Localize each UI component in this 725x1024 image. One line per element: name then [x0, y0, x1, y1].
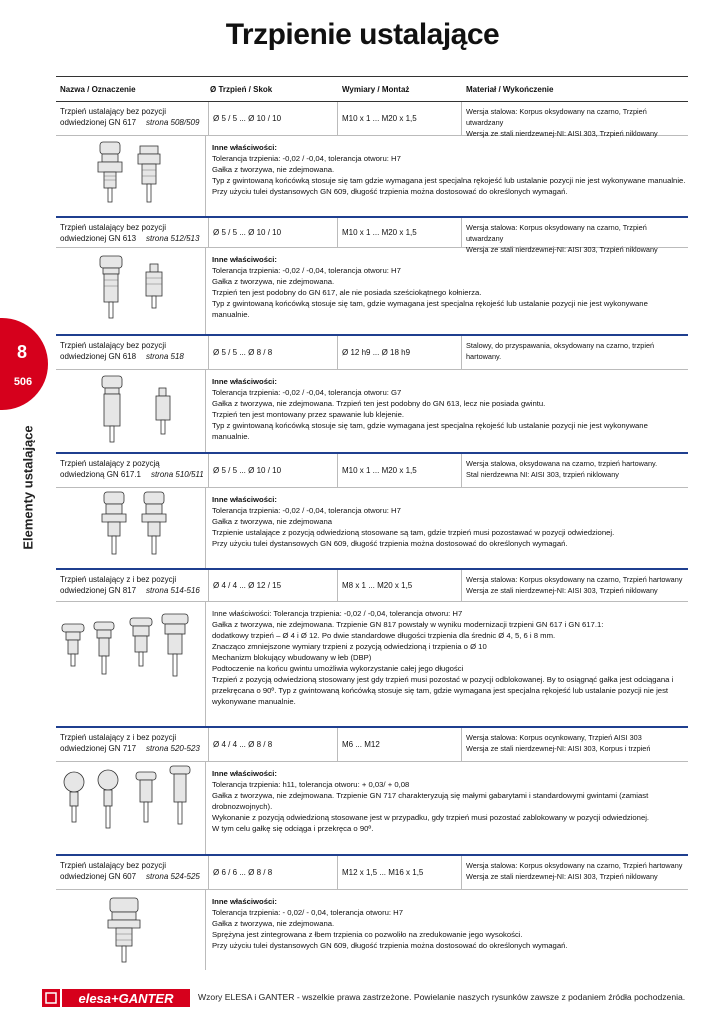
product-details-row	[56, 488, 688, 568]
product-drawing	[56, 602, 206, 726]
product-name: Trzpień ustalający bez pozycji odwiedzionej GN 613 strona 512/513	[60, 223, 200, 243]
product-material: Wersja stalowa: Korpus oksydowany na czarno, Trzpień hartowany Wersja ze stali nierdzewnej-NI: AISI 303, Trzpień niklowany	[466, 575, 683, 595]
product-details-row	[56, 370, 688, 452]
chapter-label-text: Elementy ustalające	[20, 425, 36, 550]
brand-logo	[42, 987, 190, 1009]
product-page-ref: strona 520-523	[146, 744, 200, 753]
product-spec-row	[56, 856, 688, 890]
product-page-ref: strona 524-525	[146, 872, 200, 881]
table-header	[56, 76, 688, 102]
product-page-ref: strona 512/513	[146, 234, 200, 243]
product-page-ref: strona 514-516	[146, 586, 200, 595]
product-description: Inne właściwości: Tolerancja trzpienia: -0,02 / -0,04, tolerancja otworu: H7 Gałka z tworzywa, nie zdejmowana Trzpienie ustalające z pozycją odwiedzioną stosowane są tam, gdzie trzpień musi pozostawać w pozycji odwiedzionej. Przy użyciu tulei dystansowych GN 609, długość trzpienia można dostosować do określonych wymagań.	[212, 495, 615, 548]
product-block	[56, 856, 688, 970]
product-mounting: M10 x 1 ... M20 x 1,5	[338, 454, 462, 487]
product-drawing	[56, 248, 206, 334]
product-spec-row	[56, 454, 688, 488]
chapter-tab	[0, 318, 48, 410]
product-description: Inne właściwości: Tolerancja trzpienia: -0,02 / -0,04, tolerancja otworu: H7 Gałka z tworzywa, nie zdejmowana. Trzpień ten jest podobny do GN 617, ale nie posiada sześciokątnego kołnierza. Typ z gwintowaną końcówką stosuje się tam, gdzie wymagana jest specjalna rękojeść lub ustalanie pozycji nie jest wykonywane manualnie.	[212, 255, 648, 319]
product-name: Trzpień ustalający z i bez pozycji odwiedzionej GN 817 strona 514-516	[60, 575, 200, 595]
product-drawing	[56, 762, 206, 854]
product-details-row	[56, 890, 688, 970]
product-page-ref: strona 518	[146, 352, 184, 361]
product-block	[56, 336, 688, 454]
page-number: 506	[13, 376, 33, 388]
product-mounting: M10 x 1 ... M20 x 1,5	[338, 102, 462, 135]
product-name: Trzpień ustalający bez pozycji odwiedzionej GN 607 strona 524-525	[60, 861, 200, 881]
product-material: Wersja stalowa: Korpus oksydowany na czarno, Trzpień utwardzany Wersja ze stali nierdzewnej-NI: AISI 303, Trzpień niklowany	[466, 107, 658, 138]
header-diameter: Ø Trzpień / Skok	[210, 85, 273, 94]
product-material: Wersja stalowa, oksydowana na czarno, trzpień hartowany. Stal nierdzewna NI: AISI 303, trzpień niklowany	[466, 459, 658, 479]
product-block	[56, 728, 688, 856]
product-material: Wersja stalowa: Korpus ocynkowany, Trzpień AISI 303 Wersja ze stali nierdzewnej-NI: AISI 303, Korpus i trzpień	[466, 733, 651, 753]
product-name: Trzpień ustalający z pozycją odwiedzioną GN 617.1 strona 510/511	[60, 459, 204, 479]
product-spec-row	[56, 218, 688, 254]
product-description: Inne właściwości: Tolerancja trzpienia: - 0,02/ - 0,04, tolerancja otworu: H7 Gałka z tworzywa, nie zdejmowana. Sprężyna jest zintegrowana z łbem trzpienia co pozwoliło na zredukowanie jego wysokości. Przy użyciu tulei dystansowych GN 609, długość trzpienia można dostosować do określonych wymagań.	[212, 897, 568, 950]
product-name: Trzpień ustalający bez pozycji odwiedzionej GN 618 strona 518	[60, 341, 184, 361]
product-diameter: Ø 5 / 5 ... Ø 8 / 8	[208, 336, 338, 369]
chapter-label	[6, 422, 46, 562]
product-drawing	[56, 488, 206, 568]
product-name: Trzpień ustalający z i bez pozycji odwiedzionej GN 717 strona 520-523	[60, 733, 200, 753]
product-material: Wersja stalowa: Korpus oksydowany na czarno, Trzpień utwardzany Wersja ze stali nierdzewnej-NI: AISI 303, Trzpień niklowany	[466, 223, 658, 254]
product-drawing	[56, 136, 206, 216]
product-material: Stalowy, do przyspawania, oksydowany na czarno, trzpień hartowany.	[466, 341, 655, 361]
product-mounting: M6 ... M12	[338, 728, 462, 761]
product-table	[56, 76, 688, 970]
page-title: Trzpienie ustalające	[225, 18, 500, 51]
product-mounting: Ø 12 h9 ... Ø 18 h9	[338, 336, 462, 369]
product-drawing	[56, 370, 206, 452]
product-block	[56, 218, 688, 336]
product-block	[56, 102, 688, 218]
product-page-ref: strona 508/509	[146, 118, 200, 127]
product-drawing	[56, 890, 206, 970]
product-spec-row	[56, 336, 688, 370]
product-diameter: Ø 5 / 5 ... Ø 10 / 10	[208, 102, 338, 135]
header-dimensions: Wymiary / Montaż	[342, 85, 410, 94]
product-details-row	[56, 136, 688, 216]
product-diameter: Ø 6 / 6 ... Ø 8 / 8	[208, 856, 338, 889]
product-diameter: Ø 5 / 5 ... Ø 10 / 10	[208, 218, 338, 247]
product-mounting: M8 x 1 ... M20 x 1,5	[338, 570, 462, 601]
product-block	[56, 570, 688, 728]
product-diameter: Ø 5 / 5 ... Ø 10 / 10	[208, 454, 338, 487]
product-diameter: Ø 4 / 4 ... Ø 12 / 15	[208, 570, 338, 601]
product-block	[56, 454, 688, 570]
product-diameter: Ø 4 / 4 ... Ø 8 / 8	[208, 728, 338, 761]
product-details-row	[56, 762, 688, 854]
product-spec-row	[56, 728, 688, 762]
header-material: Materiał / Wykończenie	[466, 85, 554, 94]
product-mounting: M12 x 1,5 ... M16 x 1,5	[338, 856, 462, 889]
copyright-notice: Wzory ELESA i GANTER - wszelkie prawa zastrzeżone. Powielanie naszych rysunków zawsze z podaniem źródła pochodzenia.	[198, 992, 686, 1002]
product-page-ref: strona 510/511	[150, 470, 204, 479]
product-material: Wersja stalowa: Korpus oksydowany na czarno, Trzpień hartowany Wersja ze stali nierdzewnej-NI: AISI 303, Trzpień niklowany	[466, 861, 683, 881]
product-description: Inne właściwości: Tolerancja trzpienia: h11, tolerancja otworu: + 0,03/ + 0,08 Gałka z tworzywa, nie zdejmowana. Trzpienie GN 717 charakteryzują się małymi gabarytami i standardowymi gwintami (zamiast drobnozwojnych). Wykonanie z pozycją odwiedzioną stosowane jest w przypadku, gdy trzpień musi pozostać zablokowany w pozycji odwiedzionej. W tym celu gałkę się odciąga i przekręca o 90º.	[212, 769, 650, 833]
product-mounting: M10 x 1 ... M20 x 1,5	[338, 218, 462, 247]
product-name: Trzpień ustalający bez pozycji odwiedzionej GN 617 strona 508/509	[60, 107, 200, 127]
product-description: Inne właściwości: Tolerancja trzpienia: -0,02 / -0,04, tolerancja otworu: G7 Gałka z tworzywa, nie zdejmowana. Trzpień ten jest podobny do GN 613, lecz nie posiada gwintu. Trzpień ten jest montowany przez spawanie lub klejenie. Typ z gwintowaną końcówką stosuje się tam, gdzie wymagana jest specjalna rękojeść lub ustalanie pozycji nie jest wykonywane manualnie.	[212, 377, 648, 441]
brand-logo-text: elesa+GANTER	[78, 991, 174, 1006]
product-spec-row	[56, 102, 688, 136]
header-name: Nazwa / Oznaczenie	[60, 85, 136, 94]
product-description: Inne właściwości: Tolerancja trzpienia: -0,02 / -0,04, tolerancja otworu: H7 Gałka z tworzywa, nie zdejmowana. Typ z gwintowaną końcówką stosuje się tam gdzie wymagana jest specjalna rękojeść lub ustalanie pozycji nie jest wykonywane manualnie. Przy użyciu tulei dystansowych GN 609, długość trzpienia można dostosować do określonych wymagań.	[212, 143, 686, 196]
chapter-number: 8	[16, 342, 27, 362]
product-description: Inne właściwości: Tolerancja trzpienia: -0,02 / -0,04, tolerancja otworu: H7 Gałka z tworzywa, nie zdejmowana. Trzpienie GN 817 powstały w wyniku modernizacji trzpieni GN 617 i GN 617.1: dodatkowy trzpień – Ø 4 i Ø 12. Po dwie standardowe długości trzpienia dla średnic Ø 4, 5, 6 i 8 mm. Znacząco zmniejszone wymiary trzpieni z pozycją odwiedzioną i trzpienia o Ø 10 Mechanizm blokujący wbudowany w łeb (DBP) Podtoczenie na końcu gwintu umożliwia wykorzystanie całej jego długości Trzpień z pozycją odwiedzioną stosowany jest gdy trzpień musi pozostać w pozycji odblokowanej. By to osiągnąć gałka jest odciągana i przekręcana o 90º. Typ z gwintowaną końcówką stosuje się tam, gdzie wymagana jest specjalna rękojeść lub ustalanie pozycji nie jest wykonywane manualnie.	[212, 609, 674, 706]
product-spec-row	[56, 570, 688, 602]
product-details-row	[56, 602, 688, 726]
product-details-row	[56, 248, 688, 334]
